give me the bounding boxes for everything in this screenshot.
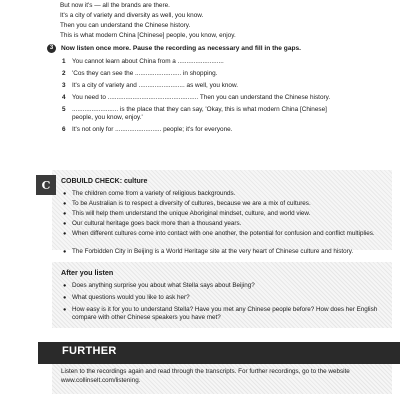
discussion-question: Does anything surprise you about what Stella says about Beijing? [72, 282, 255, 289]
gap-fill-item: You need to ................................................... Then you can understand the Chinese history. [72, 94, 331, 101]
item-number: 4 [62, 94, 66, 101]
bullet-icon: ● [63, 307, 67, 313]
cobuild-example: This will help them understand the unique Aboriginal mindset, culture, and world view. [72, 210, 311, 217]
intro-line: It's a city of variety and diversity as well, you know. [60, 12, 204, 19]
bullet-icon: ● [63, 249, 67, 255]
item-number: 3 [62, 82, 66, 89]
bullet-icon: ● [63, 231, 67, 237]
cobuild-check-title: COBUILD CHECK: culture [61, 178, 148, 185]
cobuild-c-icon: C [36, 175, 56, 195]
further-instructions: Listen to the recordings again and read through the transcripts. For further recordings, go to the website www.collinselt.com/listening. [61, 368, 350, 384]
item-number: 2 [62, 70, 66, 77]
bullet-icon: ● [63, 283, 67, 289]
item-number: 1 [62, 58, 66, 65]
item-number: 6 [62, 126, 66, 133]
exercise-instruction: Now listen once more. Pause the recording as necessary and fill in the gaps. [61, 45, 302, 52]
item-number: 5 [62, 106, 66, 113]
bullet-icon: ● [63, 191, 67, 197]
after-you-listen-title: After you listen [61, 268, 114, 277]
gap-fill-item: You cannot learn about China from a .......................... [72, 58, 224, 65]
gap-fill-item-continued: people, you know, enjoy.' [72, 114, 143, 121]
bullet-icon: ● [63, 295, 67, 301]
gap-fill-item: .......................... is the place that they can say, 'Okay, this is what modern China [Chinese] [72, 106, 327, 113]
cobuild-example: To be Australian is to respect a diversity of cultures, because we are a mix of cultures. [72, 200, 311, 207]
bullet-icon: ● [63, 221, 67, 227]
intro-line: This is what modern China [Chinese] people, you know, enjoy. [60, 32, 236, 39]
intro-line: But now it's — all the brands are there. [60, 2, 170, 9]
further-heading: FURTHER [62, 345, 117, 357]
bullet-icon: ● [63, 201, 67, 207]
cobuild-example: When different cultures come into contact with one another, the potential for confusion and conflict multiplies. [72, 230, 375, 237]
step-number-badge: 3 [47, 44, 56, 53]
cobuild-example: Our cultural heritage goes back more than a thousand years. [72, 220, 242, 227]
intro-line: Then you can understand the Chinese history. [60, 22, 191, 29]
gap-fill-item: 'Cos they can see the .......................... in shopping. [72, 70, 218, 77]
gap-fill-item: It's not only for .......................... people; it's for everyone. [72, 126, 233, 133]
bullet-icon: ● [63, 211, 67, 217]
gap-fill-item: It's a city of variety and .......................... as well, you know. [72, 82, 239, 89]
cobuild-example: The children come from a variety of religious backgrounds. [72, 190, 236, 197]
cobuild-example: The Forbidden City in Beijing is a World Heritage site at the very heart of Chinese culture and history. [72, 248, 354, 255]
discussion-question: What questions would you like to ask her? [72, 294, 190, 301]
discussion-question: How easy is it for you to understand Stella? Have you met any Chinese people before? How does her English compare with other Chinese speakers you have met? [72, 306, 378, 321]
